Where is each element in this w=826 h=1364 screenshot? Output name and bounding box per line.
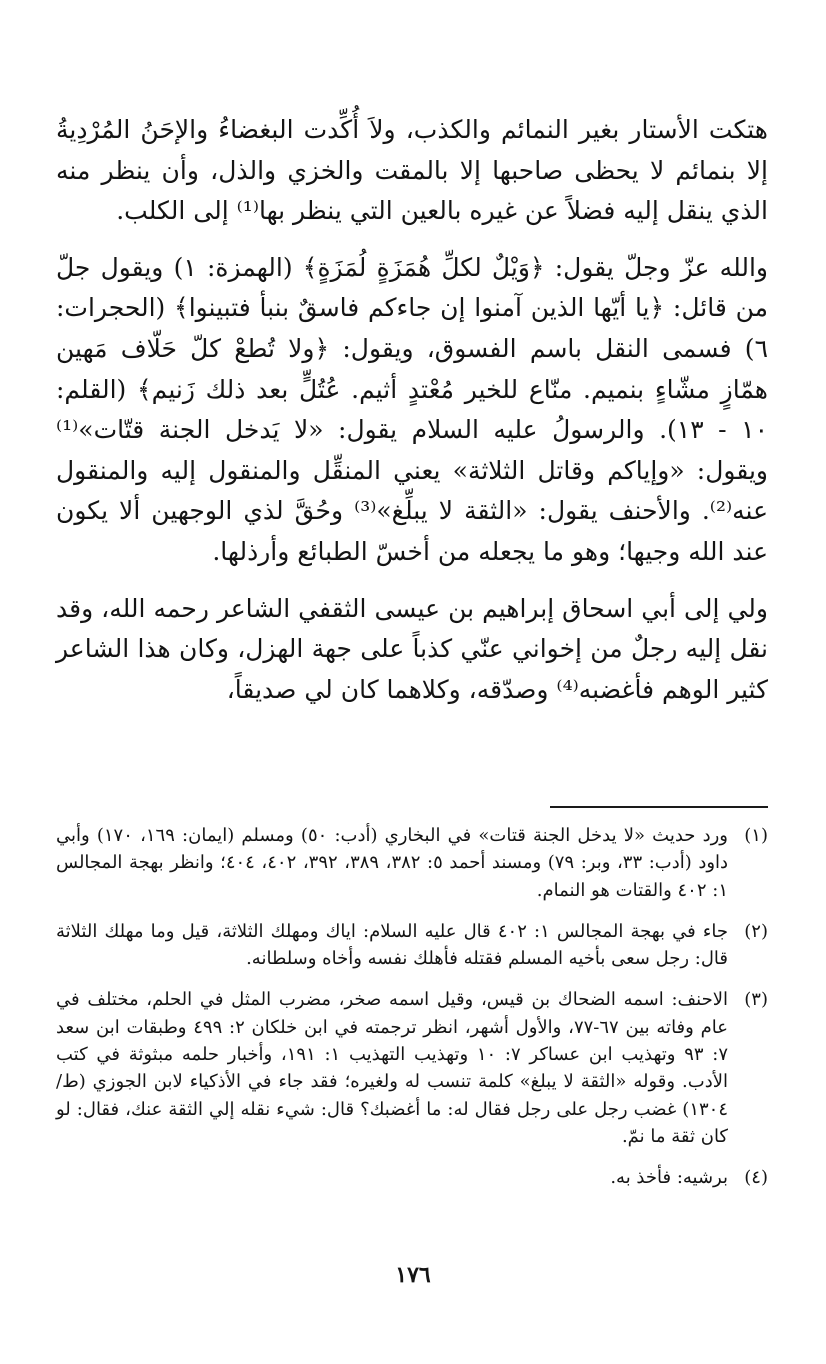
footnote-number: (٤) [744,1167,768,1189]
footnote-number: (٢) [744,920,768,942]
paragraph-2: والله عزّ وجلّ يقول: ﴿وَيْلٌ لكلِّ هُمَزَةٍ لُمَزَةٍ﴾ (الهمزة: ١) ويقول جلّ من قائل: ﴿يا أيّها الذين آمنوا إن جاءكم فاسقٌ بنبأ فتبينوا﴾ (الحجرات: ٦) فسمى النقل باسم الفسوق، ويقول: ﴿ولا تُطعْ كلّ حَلّاف مَهين همّازٍ مشّاءٍ بنميم. منّاع للخير مُعْتدٍ أثيم. عُتُلٍّ بعد ذلك زَنيم﴾ (القلم: ١٠ - ١٣). والرسولُ عليه السلام يقول: «لا يَدخل الجنة قتّات»⁽¹⁾ ويقول: «وإياكم وقاتل الثلاثة» يعني المنقِّل والمنقول إليه والمنقول عنه⁽²⁾. والأحنف يقول: «الثقة لا يبلِّغ»⁽³⁾ وحُقَّ لذي الوجهين ألا يكون عند الله وجيها؛ وهو ما يجعله من أخسّ الطبائع وأرذلها. [56,252,768,566]
paragraph-1: هتكت الأستار بغير النمائم والكذب، ولاَ أُكِّدت البغضاءُ والإحَنُ المُرْدِيةُ إلا بنمائم لا يحظى صاحبها إلا بالمقت والخزي والذل، وأن ينظر منه الذي ينقل إليه فضلاً عن غيره بالعين التي ينظر بها⁽¹⁾ إلى الكلب. [56,115,768,226]
paragraph-3: ولي إلى أبي اسحاق إبراهيم بن عيسى الثقفي الشاعر رحمه الله، وقد نقل إليه رجلٌ من إخواني عنّي كذباً على جهة الهزل، وكان هذا الشاعر كثير الوهم فأغضبه⁽⁴⁾ وصدّقه، وكلاهما كان لي صديقاً، [56,593,768,704]
footnote-text: جاء في بهجة المجالس ١: ٤٠٢ قال عليه السلام: اياك ومهلك الثلاثة، قيل وما مهلك الثلاثة قال: رجل سعى بأخيه المسلم فقتله فأهلك نفسه وأخاه وسلطانه. [56,920,728,970]
footnote-text: برشيه: فأخذ به. [610,1167,728,1189]
footnote-3 [56,986,768,1150]
footnote-4 [56,1164,768,1191]
footnotes [56,822,768,1206]
footnote-1 [56,822,768,904]
footnote-number: (١) [744,825,768,846]
main-text [56,110,768,710]
footnote-text: الاحنف: اسمه الضحاك بن قيس، وقيل اسمه صخر، مضرب المثل في الحلم، مختلف في عام وفاته بين ٦٧-٧٧، والأول أشهر، انظر ترجمته في ابن خلكان ٢: ٤٩٩ وطبقات ابن سعد ٧: ٩٣ وتهذيب ابن عساكر ٧: ١٠ وتهذيب التهذيب ١: ١٩١، وأخبار حلمه مبثوثة في كتب الأدب. وقوله «الثقة لا يبلغ» كلمة تنسب له ولغيره؛ فقد جاء في الأذكياء لابن الجوزي (ط/١٣٠٤) غضب رجل على رجل فقال له: ما أغضبك؟ قال: شيء نقله إلي الثقة عنك، فقال: لو كان ثقة ما نمّ. [56,989,728,1147]
footnote-separator [550,806,768,808]
footnote-text: ورد حديث «لا يدخل الجنة قتات» في البخاري (أدب: ٥٠) ومسلم (ايمان: ١٦٩، ١٧٠) وأبي داود (أدب: ٣٣، وبر: ٧٩) ومسند أحمد ٥: ٣٨٢، ٣٨٩، ٣٩٢، ٤٠٢، ٤٠٤؛ وانظر بهجة المجالس ١: ٤٠٢ والقتات هو النمام. [56,825,729,901]
page-number: ١٧٦ [395,1262,431,1288]
footnote-number: (٣) [744,989,768,1011]
footnote-2 [56,918,768,973]
